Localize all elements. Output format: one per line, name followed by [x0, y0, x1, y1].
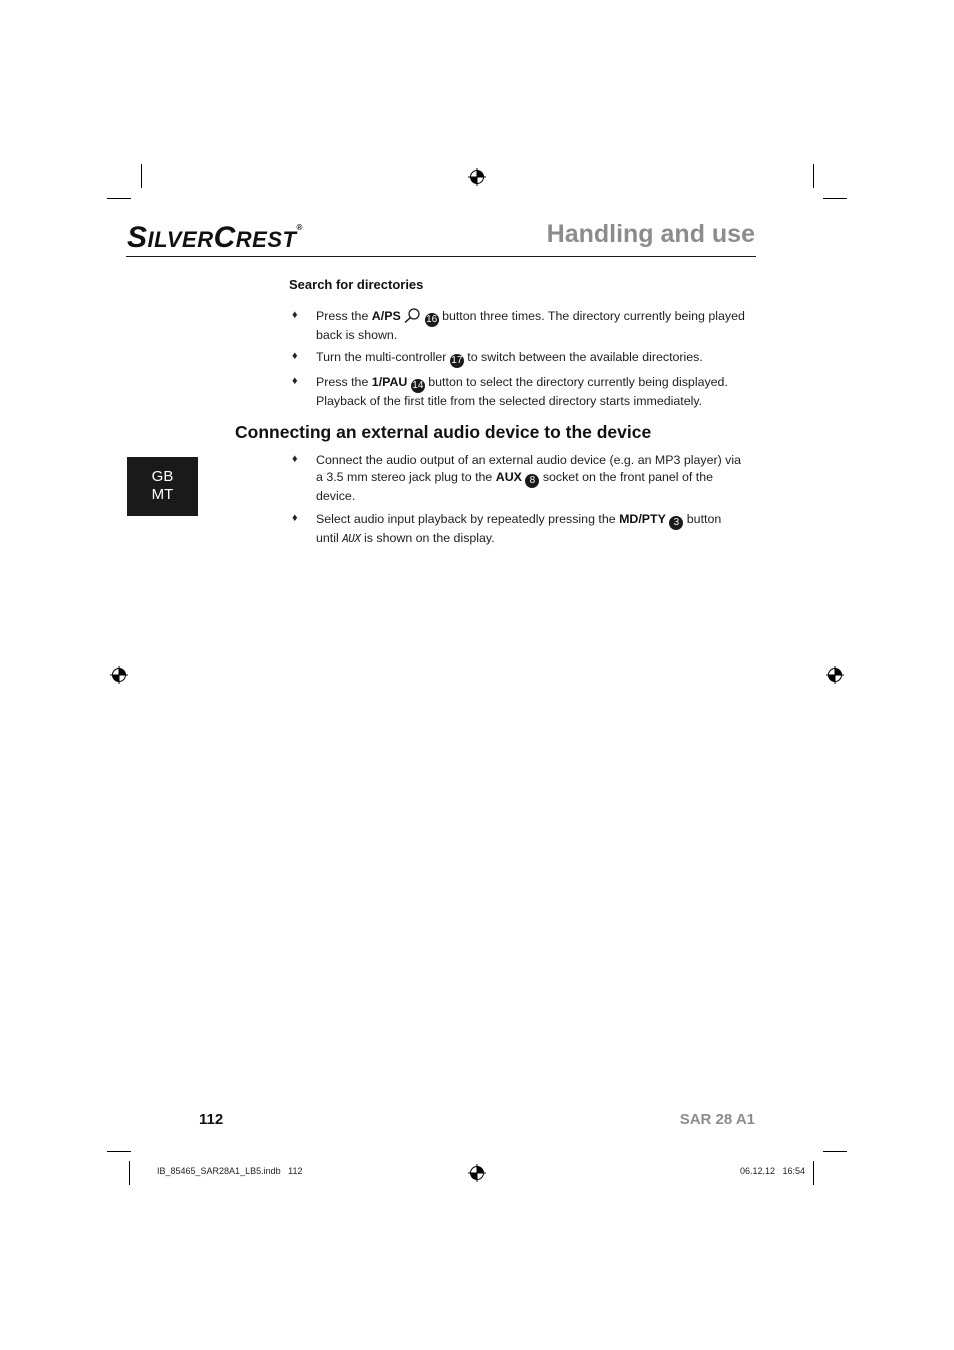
reference-number-badge: 3 [669, 516, 683, 530]
list-item: Select audio input playback by repeatedly pressing the MD/PTY 3 button until AUX is shown on the display. [316, 512, 722, 545]
brand-logo: SILVERCREST® [127, 221, 303, 254]
bullet-icon: ♦ [292, 512, 298, 524]
registration-target-icon [826, 666, 844, 684]
list-item: Press the 1/PAU 14 button to select the directory currently being displayed. Playback of the first title from the selected directory starts immediately. [316, 375, 728, 408]
crop-mark [129, 1161, 130, 1185]
bullet-icon: ♦ [292, 375, 298, 387]
print-file-info: IB_85465_SAR28A1_LB5.indb 112 [157, 1166, 303, 1176]
display-text: AUX [342, 532, 361, 545]
section-heading-external-audio: Connecting an external audio device to the device [235, 422, 652, 442]
model-number: SAR 28 A1 [679, 1111, 755, 1128]
language-tab [127, 457, 198, 516]
crop-mark [107, 198, 131, 199]
crop-mark [813, 164, 814, 188]
registration-target-icon [468, 168, 486, 186]
bullet-icon: ♦ [292, 453, 298, 465]
crop-mark [107, 1151, 131, 1152]
bullet-icon: ♦ [292, 350, 298, 362]
page-number: 112 [199, 1111, 224, 1128]
crop-mark [823, 1151, 847, 1152]
registration-target-icon [110, 666, 128, 684]
page-title: Handling and use [546, 220, 755, 248]
print-date: 06.12.12 16:54 [739, 1166, 805, 1176]
reference-number-badge: 14 [412, 380, 424, 391]
list-item: Press the A/PS 16 button three times. The directory currently being played back is shown. [316, 309, 745, 342]
language-code: MT [151, 486, 174, 503]
crop-mark [813, 1161, 814, 1185]
bullet-icon: ♦ [292, 309, 298, 321]
reference-number-badge: 8 [525, 474, 539, 488]
list-item: Connect the audio output of an external audio device (e.g. an MP3 player) via a 3.5 mm stereo jack plug to the AUX 8 socket on the front panel of the device. [316, 453, 741, 504]
crop-mark [141, 164, 142, 188]
section-subheading-search: Search for directories [289, 277, 424, 292]
magnifier-icon [404, 308, 421, 323]
language-code: GB [151, 468, 174, 485]
crop-mark [823, 198, 847, 199]
list-item: Turn the multi-controller 17 to switch between the available directories. [316, 350, 703, 366]
header-divider [126, 256, 756, 257]
registration-target-icon [468, 1164, 486, 1182]
reference-number-badge: 17 [451, 355, 463, 366]
reference-number-badge: 16 [426, 314, 438, 325]
